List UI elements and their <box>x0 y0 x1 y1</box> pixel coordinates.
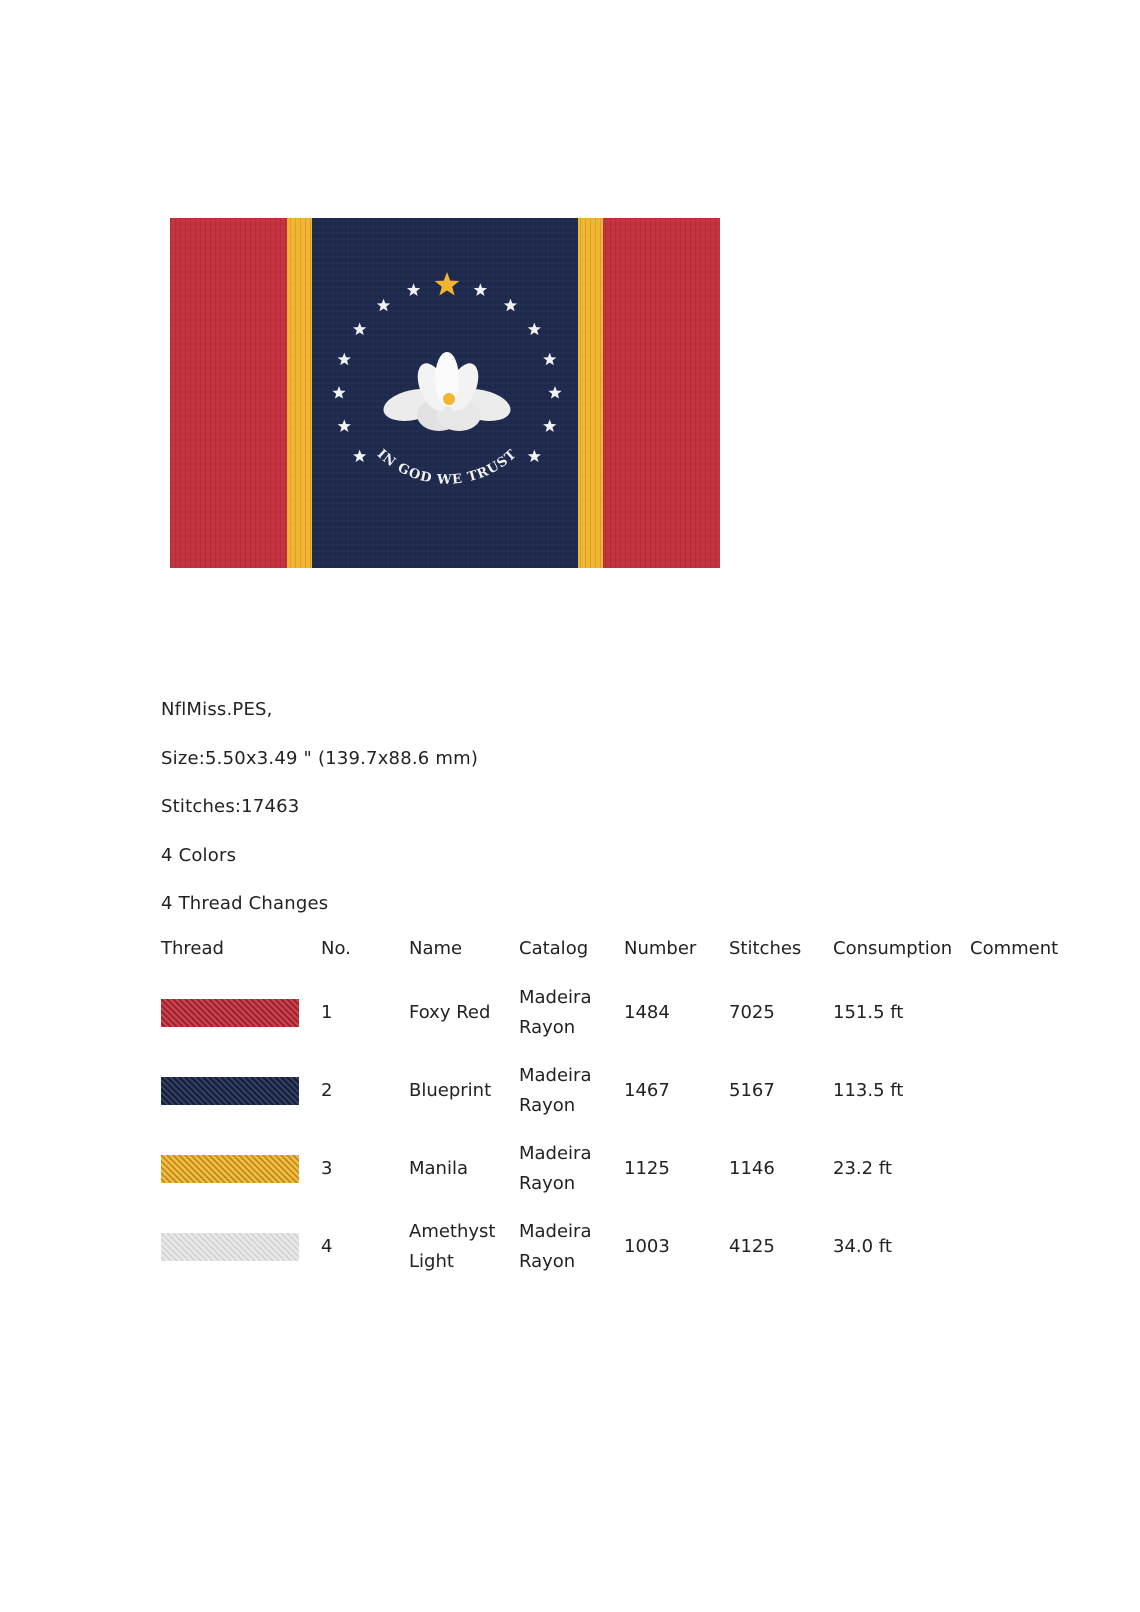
thread-catalog: Madeira Rayon <box>519 1143 592 1194</box>
thread-no: 3 <box>321 1158 333 1179</box>
table-row <box>161 974 1070 1052</box>
thread-name: Manila <box>409 1158 469 1179</box>
design-size: Size:5.50x3.49 " (139.7x88.6 mm) <box>161 747 479 769</box>
thread-stitches: 4125 <box>729 1236 775 1257</box>
thread-swatch <box>161 1077 299 1105</box>
header-thread: Thread <box>161 938 224 959</box>
thread-catalog: Madeira Rayon <box>519 1065 592 1116</box>
thread-no: 2 <box>321 1080 333 1101</box>
thread-table <box>161 938 1070 1286</box>
thread-change-count: 4 Thread Changes <box>161 893 329 914</box>
thread-no: 4 <box>321 1236 333 1257</box>
flag-motto: IN GOD WE TRUST <box>373 446 521 488</box>
thread-stitches: 5167 <box>729 1080 775 1101</box>
design-info <box>161 700 478 943</box>
header-number: Number <box>624 938 697 959</box>
thread-table-header <box>161 938 1070 974</box>
header-comment: Comment <box>970 938 1059 959</box>
header-catalog: Catalog <box>519 938 589 959</box>
header-stitches: Stitches <box>729 938 802 959</box>
thread-swatch <box>161 1233 299 1261</box>
color-count: 4 Colors <box>161 844 237 866</box>
thread-comment <box>970 1130 1070 1208</box>
header-consumption: Consumption <box>833 938 953 959</box>
thread-consumption: 23.2 ft <box>833 1158 892 1179</box>
thread-swatch <box>161 999 299 1027</box>
thread-number: 1467 <box>624 1080 670 1101</box>
thread-catalog: Madeira Rayon <box>519 987 592 1038</box>
table-row <box>161 1052 1070 1130</box>
thread-swatch <box>161 1155 299 1183</box>
thread-comment <box>970 1052 1070 1130</box>
thread-name: Amethyst Light <box>409 1221 496 1272</box>
stitch-count: Stitches:17463 <box>161 796 300 817</box>
thread-name: Blueprint <box>409 1080 492 1101</box>
thread-stitches: 1146 <box>729 1158 775 1179</box>
thread-comment <box>970 974 1070 1052</box>
thread-number: 1125 <box>624 1158 670 1179</box>
thread-stitches: 7025 <box>729 1002 775 1023</box>
thread-number: 1484 <box>624 1002 670 1023</box>
table-row <box>161 1130 1070 1208</box>
thread-comment <box>970 1208 1070 1286</box>
thread-no: 1 <box>321 1002 333 1023</box>
thread-consumption: 113.5 ft <box>833 1080 904 1101</box>
thread-catalog: Madeira Rayon <box>519 1221 592 1272</box>
flag-embroidery-image <box>170 218 720 568</box>
thread-number: 1003 <box>624 1236 670 1257</box>
file-name: NflMiss.PES, <box>161 699 273 720</box>
table-row <box>161 1208 1070 1286</box>
thread-consumption: 151.5 ft <box>833 1002 904 1023</box>
thread-name: Foxy Red <box>409 1002 491 1023</box>
header-no: No. <box>321 938 351 959</box>
thread-consumption: 34.0 ft <box>833 1236 892 1257</box>
header-name: Name <box>409 938 463 959</box>
